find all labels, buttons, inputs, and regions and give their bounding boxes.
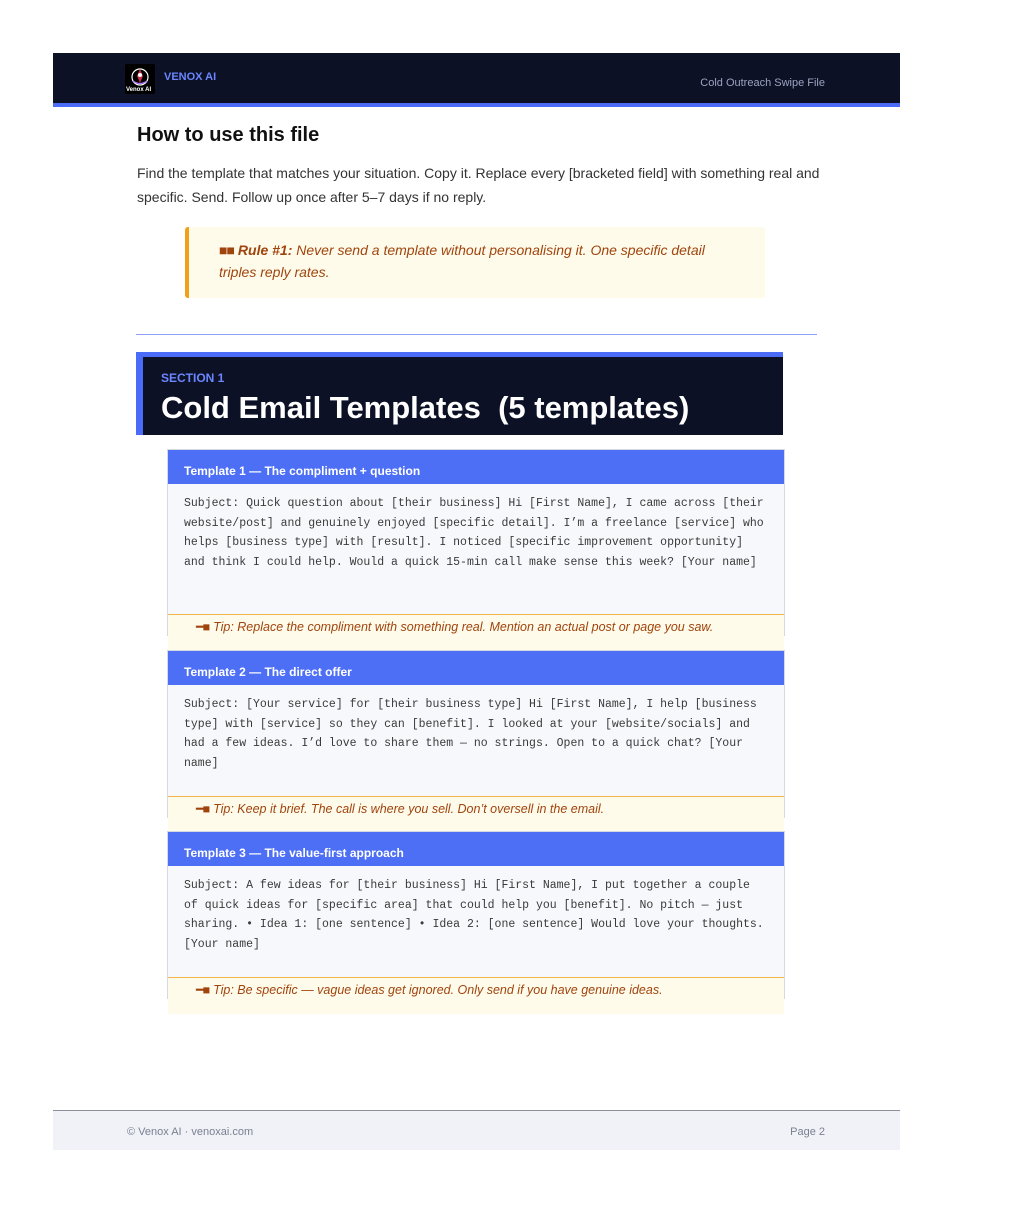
intro-paragraph: Find the template that matches your situation. Copy it. Replace every [bracketed field] with something real and specific. Send. Follow up once after 5–7 days if no reply. (137, 165, 820, 205)
template-title: Template 1 — The compliment + question (168, 450, 784, 484)
brand-logo (125, 64, 155, 94)
template-title: Template 2 — The direct offer (168, 651, 784, 685)
rule-callout (185, 227, 765, 298)
template-card-1 (167, 449, 785, 636)
tip-text: Tip: Keep it brief. The call is where you sell. Don’t oversell in the email. (213, 802, 605, 816)
rule-label: Rule #1: (237, 242, 293, 258)
template-body: Subject: A few ideas for [their business] Hi [First Name], I put together a couple of quick ideas for [specific area] that could help you [benefit]. No pitch — just sharing. • Idea 1: [one sentence] • Idea 2: [one sentence] Would love your thoughts. [Your name] (184, 879, 764, 951)
template-tip (168, 977, 784, 1014)
tip-icon: ━■ (196, 983, 210, 997)
brand-name: VENOX AI (164, 71, 217, 83)
tip-icon: ━■ (196, 620, 210, 634)
rule-body: Never send a template without personalising it. One specific detail triples reply rates. (219, 242, 705, 280)
rule-text-block (219, 239, 735, 283)
tip-text: Tip: Be specific — vague ideas get ignored. Only send if you have genuine ideas. (213, 983, 663, 997)
template-title: Template 3 — The value-first approach (168, 832, 784, 866)
section-divider (136, 334, 817, 335)
template-body: Subject: [Your service] for [their business type] Hi [First Name], I help [business type] with [service] so they can [benefit]. I looked at your [website/socials] and had a few ideas. I’d love to share them — no strings. Open to a quick chat? [Your name] (184, 698, 757, 770)
tip-text: Tip: Replace the compliment with something real. Mention an actual post or page you saw. (213, 620, 714, 634)
template-card-3 (167, 831, 785, 999)
template-tip (168, 796, 784, 833)
section-number: SECTION 1 (161, 371, 225, 385)
footer-copyright: © Venox AI · venoxai.com (127, 1126, 254, 1138)
template-tip (168, 614, 784, 651)
how-to-heading: How to use this file (137, 124, 320, 146)
section-header (136, 352, 783, 435)
section-title: Cold Email Templates (5 templates) (161, 390, 690, 425)
template-card-2 (167, 650, 785, 818)
page-footer (53, 1110, 900, 1150)
template-body: Subject: Quick question about [their business] Hi [First Name], I came across [their website/post] and genuinely enjoyed [specific detail]. I’m a freelance [service] who helps [business type] with [result]. I noticed [specific improvement opportunity] and think I could help. Would a quick 15-min call make sense this week? [Your name] (184, 497, 764, 569)
page-header (53, 53, 900, 107)
warning-icon: ■■ (219, 242, 234, 258)
document-title: Cold Outreach Swipe File (700, 77, 825, 89)
page-number: Page 2 (790, 1126, 825, 1138)
logo-caption: Venox AI (126, 87, 152, 93)
tip-icon: ━■ (196, 802, 210, 816)
